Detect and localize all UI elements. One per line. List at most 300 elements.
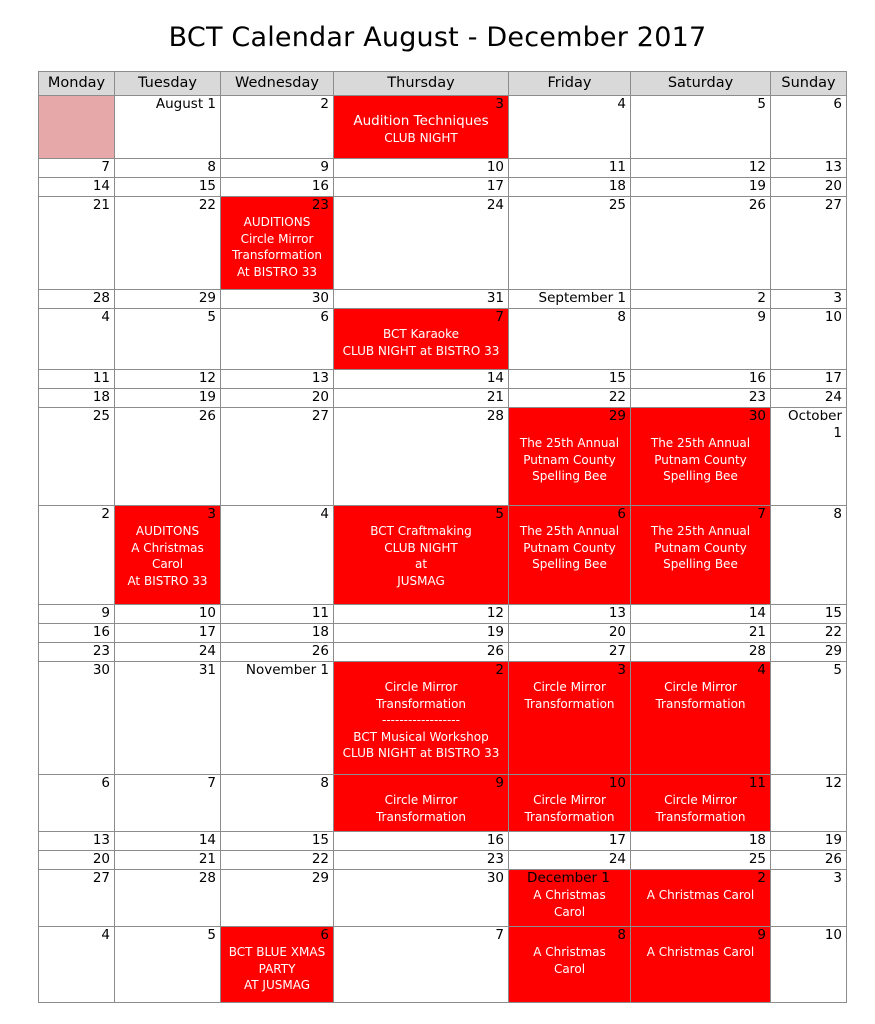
day-number: 21 — [198, 851, 216, 867]
day-cell[interactable] — [39, 927, 115, 1003]
day-cell[interactable] — [509, 389, 631, 408]
day-cell[interactable] — [334, 851, 509, 870]
day-number: 2 — [320, 96, 329, 112]
event-day-cell[interactable] — [631, 775, 771, 832]
event-text: Transformation — [655, 809, 746, 824]
day-number: 9 — [320, 159, 329, 175]
day-number: 29 — [311, 870, 329, 886]
day-cell[interactable] — [115, 775, 221, 832]
day-cell[interactable] — [771, 927, 847, 1003]
day-cell[interactable] — [509, 197, 631, 290]
weekday-header-wednesday: Wednesday — [221, 72, 334, 96]
day-number: 5 — [833, 662, 842, 678]
calendar-table — [38, 71, 847, 1003]
day-number: 24 — [608, 851, 626, 867]
event-day-cell[interactable] — [631, 927, 771, 1003]
day-number: December 1 — [527, 870, 610, 886]
day-cell[interactable] — [334, 389, 509, 408]
event-text: Circle Mirror — [533, 680, 606, 694]
day-cell[interactable] — [221, 389, 334, 408]
day-number: 18 — [748, 832, 766, 848]
event-text: Carol — [151, 557, 184, 571]
day-cell[interactable] — [334, 927, 509, 1003]
day-cell[interactable] — [334, 197, 509, 290]
day-number: 15 — [608, 370, 626, 386]
day-cell[interactable] — [115, 96, 221, 159]
event-text: The 25th Annual — [650, 524, 751, 538]
day-cell[interactable] — [115, 178, 221, 197]
day-number: 15 — [198, 178, 216, 194]
weekday-header-tuesday: Tuesday — [115, 72, 221, 96]
week-row — [39, 408, 847, 506]
day-cell[interactable] — [509, 290, 631, 309]
day-cell[interactable] — [334, 605, 509, 624]
day-number: 14 — [198, 832, 216, 848]
day-cell[interactable] — [631, 309, 771, 370]
day-cell[interactable] — [631, 605, 771, 624]
event-text: A Christmas Carol — [646, 888, 755, 902]
day-number: 11 — [92, 370, 110, 386]
event-text: Transformation — [524, 809, 615, 824]
day-cell[interactable] — [334, 624, 509, 643]
day-cell[interactable] — [39, 197, 115, 290]
day-number: 30 — [486, 870, 504, 886]
event-day-cell[interactable] — [509, 408, 631, 506]
day-cell[interactable] — [39, 870, 115, 927]
day-cell[interactable] — [115, 197, 221, 290]
event-text: Circle Mirror — [384, 793, 458, 807]
day-number: 6 — [617, 506, 626, 522]
day-number: 9 — [757, 309, 766, 325]
weekday-header-sunday: Sunday — [771, 72, 847, 96]
event-day-cell[interactable] — [509, 870, 631, 927]
day-number: 18 — [311, 624, 329, 640]
day-number: 6 — [833, 96, 842, 112]
event-day-cell[interactable] — [509, 927, 631, 1003]
week-row — [39, 851, 847, 870]
day-cell[interactable] — [771, 290, 847, 309]
day-number: 23 — [486, 851, 504, 867]
event-day-cell[interactable] — [509, 506, 631, 605]
day-number: 27 — [311, 408, 329, 424]
day-number: 6 — [101, 775, 110, 791]
day-number: 20 — [608, 624, 626, 640]
week-row — [39, 178, 847, 197]
day-number: 3 — [207, 506, 216, 522]
day-number: September 1 — [538, 290, 626, 306]
day-cell[interactable] — [771, 309, 847, 370]
day-cell[interactable] — [509, 624, 631, 643]
day-cell[interactable] — [509, 96, 631, 159]
event-day-cell[interactable] — [334, 309, 509, 370]
day-number: 24 — [486, 197, 504, 213]
week-row — [39, 389, 847, 408]
week-row — [39, 159, 847, 178]
day-cell[interactable] — [631, 96, 771, 159]
day-number: 26 — [311, 643, 329, 659]
event-text: Audition Techniques — [353, 113, 489, 129]
day-cell[interactable] — [334, 159, 509, 178]
day-cell[interactable] — [771, 775, 847, 832]
day-number: 7 — [495, 309, 504, 325]
day-number: 17 — [486, 178, 504, 194]
day-number: 10 — [824, 927, 842, 943]
day-cell[interactable] — [221, 290, 334, 309]
day-cell[interactable] — [221, 870, 334, 927]
day-cell[interactable] — [771, 96, 847, 159]
day-cell[interactable] — [39, 506, 115, 605]
day-cell[interactable] — [39, 605, 115, 624]
day-cell[interactable] — [509, 370, 631, 389]
day-number: 31 — [486, 290, 504, 306]
event-text: Transformation — [375, 809, 467, 824]
day-cell[interactable] — [221, 851, 334, 870]
day-cell[interactable] — [334, 870, 509, 927]
day-number: 4 — [320, 506, 329, 522]
day-cell[interactable] — [39, 662, 115, 775]
day-number: 27 — [824, 197, 842, 213]
day-number: 13 — [311, 370, 329, 386]
day-cell[interactable] — [631, 643, 771, 662]
event-text: AT JUSMAG — [243, 978, 310, 992]
day-number: 23 — [748, 389, 766, 405]
day-cell[interactable] — [221, 662, 334, 775]
day-cell[interactable] — [631, 178, 771, 197]
event-text: BCT Musical Workshop — [353, 729, 489, 744]
day-number: 15 — [824, 605, 842, 621]
week-row — [39, 605, 847, 624]
event-text: Transformation — [231, 248, 323, 262]
day-cell[interactable] — [39, 624, 115, 643]
day-number: 13 — [92, 832, 110, 848]
event-text: A Christmas — [533, 888, 606, 902]
day-number: 19 — [198, 389, 216, 405]
event-day-cell[interactable] — [334, 96, 509, 159]
day-cell[interactable] — [771, 178, 847, 197]
week-row — [39, 927, 847, 1003]
day-cell[interactable] — [631, 290, 771, 309]
day-number: 22 — [824, 624, 842, 640]
day-cell[interactable] — [631, 832, 771, 851]
week-row — [39, 775, 847, 832]
week-row — [39, 870, 847, 927]
day-cell[interactable] — [221, 624, 334, 643]
day-cell[interactable] — [771, 389, 847, 408]
day-cell[interactable] — [221, 178, 334, 197]
event-text: Spelling Bee — [663, 557, 738, 571]
day-number: November 1 — [245, 662, 329, 678]
day-cell[interactable] — [39, 408, 115, 506]
day-cell[interactable] — [39, 643, 115, 662]
day-number: 2 — [757, 870, 766, 886]
day-cell[interactable] — [221, 775, 334, 832]
event-day-cell[interactable] — [631, 662, 771, 775]
day-cell[interactable] — [631, 851, 771, 870]
day-number: 7 — [207, 775, 216, 791]
day-cell[interactable] — [115, 851, 221, 870]
day-cell[interactable] — [771, 851, 847, 870]
day-number: 10 — [198, 605, 216, 621]
day-cell[interactable] — [115, 832, 221, 851]
day-cell[interactable] — [221, 309, 334, 370]
day-number: 26 — [824, 851, 842, 867]
day-number: 31 — [198, 662, 216, 678]
page-title: BCT Calendar August - December 2017 — [168, 22, 707, 53]
day-cell[interactable] — [771, 870, 847, 927]
day-cell[interactable] — [509, 832, 631, 851]
day-cell[interactable] — [39, 309, 115, 370]
day-number: 9 — [757, 927, 766, 943]
event-text: Circle Mirror — [664, 680, 737, 694]
day-number: 23 — [311, 197, 329, 213]
event-day-cell[interactable] — [334, 506, 509, 605]
day-number: 2 — [757, 290, 766, 306]
day-number: 9 — [101, 605, 110, 621]
day-number: 26 — [198, 408, 216, 424]
day-number: 5 — [207, 309, 216, 325]
event-text: Transformation — [375, 696, 467, 711]
day-number: 30 — [748, 408, 766, 424]
event-text: Carol — [553, 904, 586, 919]
event-text: CLUB NIGHT — [384, 540, 458, 555]
day-number: 17 — [824, 370, 842, 386]
event-text: at — [414, 557, 428, 571]
day-cell[interactable] — [115, 309, 221, 370]
day-cell[interactable] — [771, 624, 847, 643]
day-number: 20 — [824, 178, 842, 194]
day-cell[interactable] — [631, 389, 771, 408]
day-cell[interactable] — [771, 832, 847, 851]
day-number: 29 — [824, 643, 842, 659]
week-row — [39, 309, 847, 370]
event-day-cell[interactable] — [221, 927, 334, 1003]
day-cell[interactable] — [39, 159, 115, 178]
week-row — [39, 643, 847, 662]
event-text: Circle Mirror — [664, 793, 737, 807]
day-number: 28 — [198, 870, 216, 886]
day-number: 30 — [92, 662, 110, 678]
day-number: 16 — [311, 178, 329, 194]
day-number: 20 — [92, 851, 110, 867]
event-text: A Christmas — [533, 945, 606, 959]
day-number: 4 — [617, 96, 626, 112]
day-number: 14 — [92, 178, 110, 194]
day-cell[interactable] — [221, 506, 334, 605]
event-text: ------------------ — [382, 713, 460, 727]
event-text: The 25th Annual — [650, 436, 751, 450]
day-number: 8 — [617, 927, 626, 943]
day-number: 17 — [198, 624, 216, 640]
event-day-cell[interactable] — [334, 662, 509, 775]
day-cell[interactable] — [771, 408, 847, 506]
day-cell[interactable] — [115, 159, 221, 178]
day-number: 18 — [92, 389, 110, 405]
day-number: 20 — [311, 389, 329, 405]
day-number: 19 — [486, 624, 504, 640]
event-day-cell[interactable] — [115, 506, 221, 605]
day-number: 16 — [486, 832, 504, 848]
day-number: 10 — [486, 159, 504, 175]
week-row — [39, 197, 847, 290]
event-text: The 25th Annual — [519, 524, 620, 538]
event-text: PARTY — [258, 961, 296, 976]
day-number: 9 — [495, 775, 504, 791]
event-day-cell[interactable] — [509, 775, 631, 832]
weekday-header-thursday: Thursday — [334, 72, 509, 96]
day-number: 4 — [101, 927, 110, 943]
day-cell[interactable] — [334, 178, 509, 197]
event-text: At BISTRO 33 — [127, 573, 208, 588]
day-cell[interactable] — [39, 178, 115, 197]
day-cell[interactable] — [509, 178, 631, 197]
event-text: Spelling Bee — [532, 557, 607, 571]
day-cell[interactable] — [39, 775, 115, 832]
day-cell[interactable] — [509, 643, 631, 662]
event-text: BCT Karaoke — [382, 327, 460, 341]
day-number: 12 — [748, 159, 766, 175]
day-cell[interactable] — [39, 389, 115, 408]
calendar-body — [39, 96, 847, 1003]
day-cell[interactable] — [221, 408, 334, 506]
day-number: 25 — [748, 851, 766, 867]
day-cell[interactable] — [115, 624, 221, 643]
day-number: 18 — [608, 178, 626, 194]
day-number: 23 — [92, 643, 110, 659]
day-number: 21 — [92, 197, 110, 213]
day-cell[interactable] — [509, 851, 631, 870]
event-text: AUDITIONS — [243, 215, 311, 229]
event-text: A Christmas Carol — [646, 945, 755, 959]
day-cell[interactable] — [115, 662, 221, 775]
day-number: 29 — [608, 408, 626, 424]
day-cell[interactable] — [221, 605, 334, 624]
day-cell[interactable] — [631, 159, 771, 178]
event-text: Putnam County — [523, 452, 616, 467]
day-number: 28 — [92, 290, 110, 306]
day-cell[interactable] — [115, 408, 221, 506]
event-text: JUSMAG — [397, 573, 445, 588]
day-cell[interactable] — [509, 605, 631, 624]
day-number: 7 — [495, 927, 504, 943]
day-number: 8 — [833, 506, 842, 522]
day-number: 13 — [608, 605, 626, 621]
day-number: 6 — [320, 927, 329, 943]
day-cell[interactable] — [771, 506, 847, 605]
day-cell[interactable] — [115, 870, 221, 927]
event-text: Putnam County — [523, 540, 616, 555]
event-text: AUDITONS — [135, 524, 200, 538]
day-number: August 1 — [155, 96, 216, 112]
day-cell[interactable] — [115, 370, 221, 389]
day-number: 26 — [486, 643, 504, 659]
day-cell[interactable] — [39, 832, 115, 851]
day-number: 2 — [101, 506, 110, 522]
event-day-cell[interactable] — [509, 662, 631, 775]
day-number: 19 — [824, 832, 842, 848]
day-cell[interactable] — [39, 290, 115, 309]
day-number: 16 — [748, 370, 766, 386]
day-number: 22 — [608, 389, 626, 405]
day-number: 12 — [198, 370, 216, 386]
event-day-cell[interactable] — [334, 775, 509, 832]
day-number: 22 — [198, 197, 216, 213]
day-number: 8 — [320, 775, 329, 791]
day-cell[interactable] — [115, 605, 221, 624]
event-text: CLUB NIGHT at BISTRO 33 — [342, 343, 500, 358]
day-cell[interactable] — [771, 605, 847, 624]
day-cell[interactable] — [334, 370, 509, 389]
day-number: 14 — [748, 605, 766, 621]
day-cell[interactable] — [115, 290, 221, 309]
event-text: Circle Mirror — [240, 231, 314, 246]
week-row — [39, 506, 847, 605]
day-cell[interactable] — [334, 643, 509, 662]
day-cell[interactable] — [509, 159, 631, 178]
day-cell[interactable] — [334, 832, 509, 851]
event-day-cell[interactable] — [631, 870, 771, 927]
day-cell[interactable] — [509, 309, 631, 370]
day-number: 10 — [824, 309, 842, 325]
week-row — [39, 290, 847, 309]
day-cell[interactable] — [115, 643, 221, 662]
day-number: 3 — [833, 290, 842, 306]
day-number: 5 — [207, 927, 216, 943]
day-number: 11 — [748, 775, 766, 791]
day-cell[interactable] — [115, 389, 221, 408]
event-day-cell[interactable] — [631, 506, 771, 605]
event-text: A Christmas — [131, 540, 204, 555]
week-row — [39, 370, 847, 389]
event-day-cell[interactable] — [631, 408, 771, 506]
day-number: 19 — [748, 178, 766, 194]
day-number: 12 — [486, 605, 504, 621]
day-number: 22 — [311, 851, 329, 867]
day-cell[interactable] — [771, 159, 847, 178]
day-number: October 1 — [787, 408, 842, 441]
day-number: 16 — [92, 624, 110, 640]
day-cell[interactable] — [221, 832, 334, 851]
day-cell[interactable] — [334, 408, 509, 506]
event-day-cell[interactable] — [221, 197, 334, 290]
event-text: Putnam County — [654, 540, 747, 555]
day-cell[interactable] — [221, 370, 334, 389]
day-cell[interactable] — [771, 643, 847, 662]
day-number: 27 — [92, 870, 110, 886]
day-cell[interactable] — [221, 643, 334, 662]
day-cell[interactable] — [39, 851, 115, 870]
day-cell[interactable] — [221, 96, 334, 159]
placeholder-cell[interactable] — [39, 96, 115, 159]
day-number: 3 — [617, 662, 626, 678]
day-cell[interactable] — [39, 370, 115, 389]
week-row — [39, 832, 847, 851]
event-text: Putnam County — [654, 452, 747, 467]
day-number: 7 — [101, 159, 110, 175]
day-cell[interactable] — [771, 197, 847, 290]
day-number: 25 — [608, 197, 626, 213]
day-number: 17 — [608, 832, 626, 848]
day-cell[interactable] — [631, 197, 771, 290]
day-cell[interactable] — [771, 662, 847, 775]
day-cell[interactable] — [221, 159, 334, 178]
day-cell[interactable] — [115, 927, 221, 1003]
day-cell[interactable] — [771, 370, 847, 389]
day-number: 24 — [198, 643, 216, 659]
day-cell[interactable] — [631, 624, 771, 643]
day-cell[interactable] — [334, 290, 509, 309]
weekday-header-monday: Monday — [39, 72, 115, 96]
day-cell[interactable] — [631, 370, 771, 389]
